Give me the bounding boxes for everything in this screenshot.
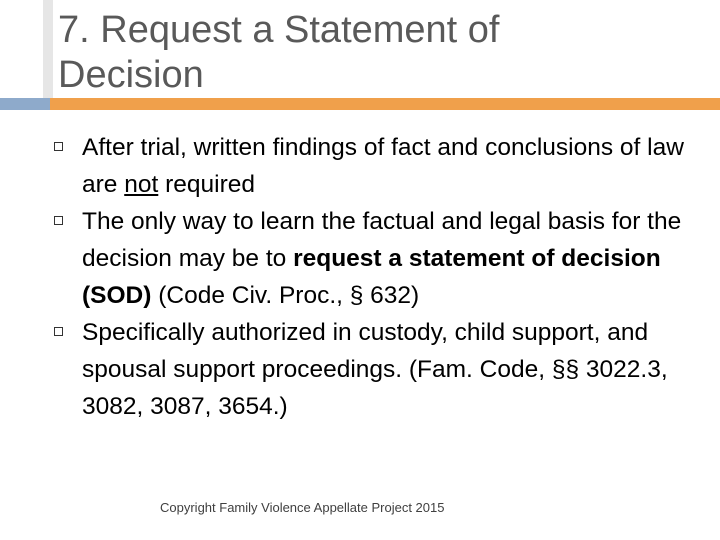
bullet-2-bold: request a statement of decision (SOD)	[82, 245, 661, 309]
bullet-item-sod	[50, 203, 690, 314]
title-line-2: Decision	[58, 54, 204, 96]
bullet-3-text: Specifically authorized in custody, child support, and spousal support proceedings. (Fam. Code, §§ 3022.3, 3082, 3087, 3654.)	[82, 319, 668, 420]
bullet-1-text-end: required	[158, 171, 255, 198]
bullet-list	[50, 129, 690, 425]
square-bullet-icon	[54, 327, 63, 336]
title-accent-orange	[50, 98, 720, 110]
bullet-item-authorized	[50, 314, 690, 425]
square-bullet-icon	[54, 216, 63, 225]
copyright-footer: Copyright Family Violence Appellate Project 2015	[160, 500, 445, 515]
title-line-1: 7. Request a Statement of	[58, 9, 500, 51]
title-accent-blue	[0, 98, 50, 110]
bullet-2-text-end: (Code Civ. Proc., § 632)	[151, 282, 420, 309]
square-bullet-icon	[54, 142, 63, 151]
left-vertical-bar	[43, 0, 53, 104]
bullet-2-text: The only way to learn the factual and legal basis for the decision may be to	[82, 208, 682, 272]
bullet-1-underlined: not	[124, 171, 159, 198]
bullet-item-findings	[50, 129, 690, 203]
bullet-1-text: After trial, written findings of fact and conclusions of law are	[82, 134, 684, 198]
slide-title	[58, 8, 698, 98]
